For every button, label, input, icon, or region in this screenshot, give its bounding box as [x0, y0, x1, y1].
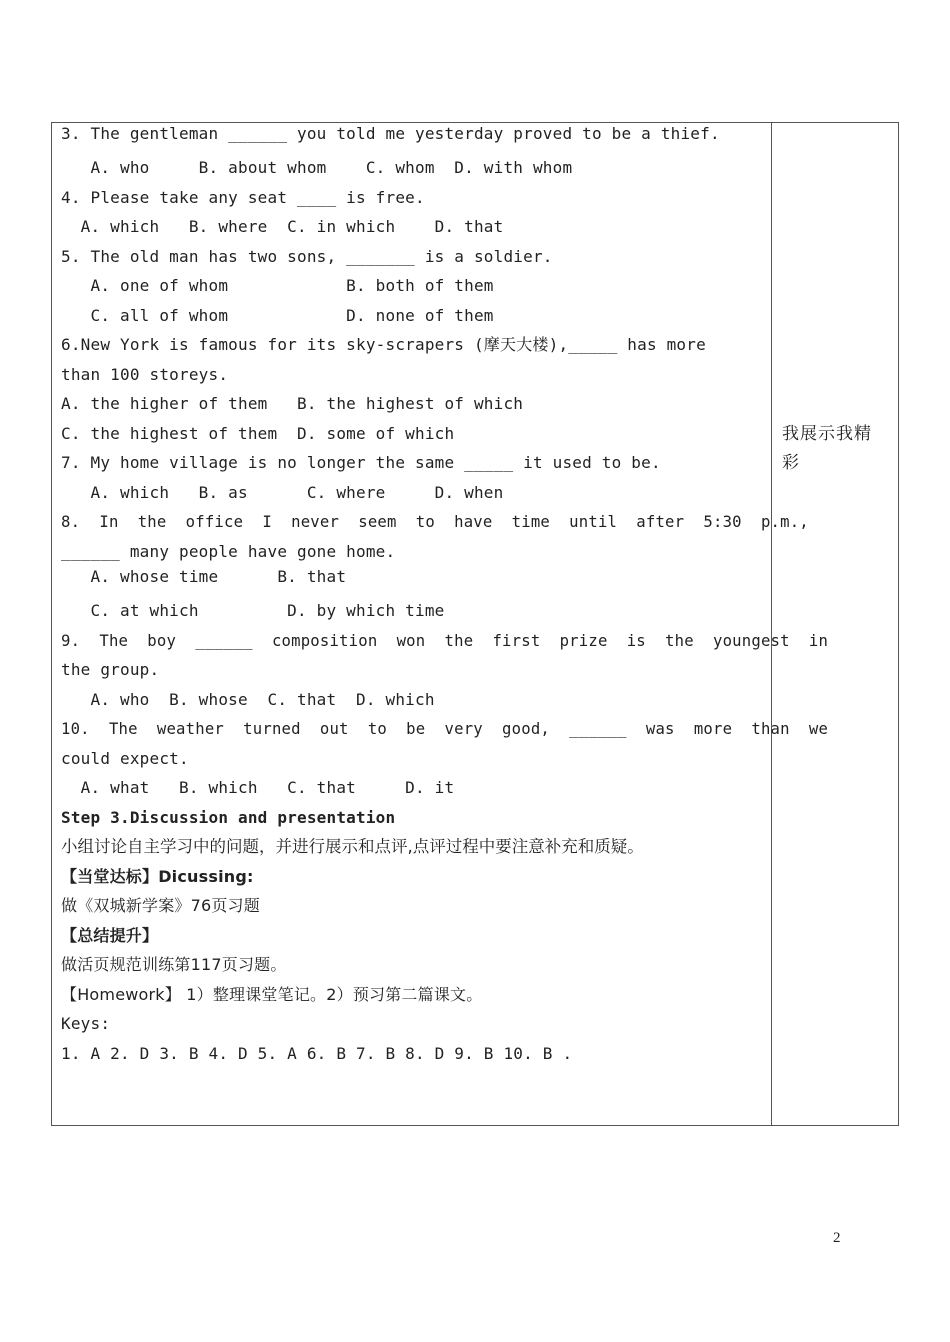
question-10: 10. The weather turned out to be very good, ______ was more than we: [61, 720, 829, 738]
question-6-options-ab: A. the higher of them B. the highest of which: [61, 394, 524, 413]
question-3: 3. The gentleman ______ you told me yesterday proved to be a thief.: [61, 124, 720, 143]
question-3-options: A. who B. about whom C. whom D. with whom: [61, 158, 573, 177]
question-6-cont: than 100 storeys.: [61, 365, 229, 384]
answer-keys: 1. A 2. D 3. B 4. D 5. A 6. B 7. B 8. D 9. B 10. B .: [61, 1044, 573, 1063]
question-9-options: A. who B. whose C. that D. which: [61, 690, 435, 709]
step-3-heading: Step 3.Discussion and presentation: [61, 808, 396, 827]
homework-line: 【Homework】 1）整理课堂笔记。2）预习第二篇课文。: [61, 985, 483, 1004]
question-8-options-ab: A. whose time B. that: [61, 567, 347, 586]
question-7-options: A. which B. as C. where D. when: [61, 483, 504, 502]
question-6: 6.New York is famous for its sky-scrapers (摩天大楼),_____ has more: [61, 335, 706, 354]
question-9: 9. The boy ______ composition won the first prize is the youngest in: [61, 632, 829, 650]
question-4-options: A. which B. where C. in which D. that: [61, 217, 504, 236]
question-8: 8. In the office I never seem to have time until after 5:30 p.m.,: [61, 513, 809, 531]
page-number: 2: [833, 1230, 841, 1246]
discussion-instructions: 小组讨论自主学习中的问题，并进行展示和点评,点评过程中要注意补充和质疑。: [61, 837, 644, 856]
summary-task: 做活页规范训练第117页习题。: [61, 955, 287, 974]
side-note-line-2: 彩: [782, 453, 800, 473]
side-note-line-1: 我展示我精: [782, 424, 872, 444]
question-10-cont: could expect.: [61, 749, 189, 768]
question-8-cont: ______ many people have gone home.: [61, 542, 396, 561]
dangtang-task: 做《双城新学案》76页习题: [61, 896, 260, 915]
question-5-options-cd: C. all of whom D. none of them: [61, 306, 494, 325]
question-8-options-cd: C. at which D. by which time: [61, 601, 445, 620]
column-divider: [771, 122, 772, 1126]
question-5: 5. The old man has two sons, _______ is a soldier.: [61, 247, 553, 266]
question-7: 7. My home village is no longer the same _____ it used to be.: [61, 453, 661, 472]
summary-heading: 【总结提升】: [61, 926, 159, 945]
question-6-options-cd: C. the highest of them D. some of which: [61, 424, 455, 443]
question-5-options-ab: A. one of whom B. both of them: [61, 276, 494, 295]
question-4: 4. Please take any seat ____ is free.: [61, 188, 425, 207]
dangtang-heading: 【当堂达标】Dicussing:: [61, 867, 254, 886]
question-10-options: A. what B. which C. that D. it: [61, 778, 455, 797]
question-9-cont: the group.: [61, 660, 160, 679]
keys-heading: Keys:: [61, 1014, 111, 1033]
